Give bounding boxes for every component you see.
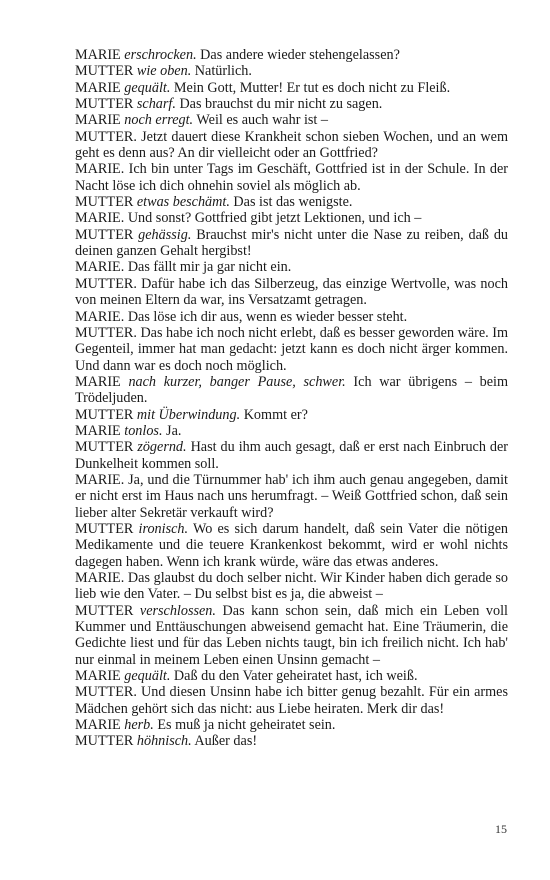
- line-text: Weil es auch wahr ist –: [196, 112, 329, 129]
- dialogue-line: [75, 194, 508, 210]
- line-text: Ich bin unter Tags im Geschäft, Gottfried ist in der Schule. In der Nacht löse ich dich ohnehin soviel als möglich ab.: [75, 161, 508, 194]
- dialogue-line: [75, 161, 508, 194]
- speaker-name: MUTTER: [75, 406, 134, 423]
- dialogue-line: [75, 325, 508, 374]
- speaker-name: MARIE: [75, 79, 121, 96]
- dialogue-line: [75, 423, 508, 439]
- speaker-name: MUTTER.: [75, 324, 137, 341]
- stage-direction: herb.: [124, 717, 154, 734]
- speaker-name: MUTTER: [75, 733, 134, 750]
- line-text: Kommt er?: [243, 406, 308, 423]
- speaker-name: MARIE: [75, 422, 121, 439]
- speaker-name: MARIE: [75, 373, 121, 390]
- stage-direction: gequält.: [124, 79, 171, 96]
- line-text: Es muß ja nicht geheiratet sein.: [157, 717, 336, 734]
- dialogue-line: [75, 472, 508, 521]
- dialogue-line: [75, 80, 508, 96]
- stage-direction: nach kurzer, banger Pause, schwer.: [128, 373, 346, 390]
- speaker-name: MARIE: [75, 717, 121, 734]
- stage-direction: noch erregt.: [124, 112, 194, 129]
- speaker-name: MARIE: [75, 47, 121, 63]
- line-text: Daß du den Vater geheiratet hast, ich weiß.: [173, 668, 418, 685]
- stage-direction: höhnisch.: [136, 733, 192, 750]
- speaker-name: MUTTER.: [75, 684, 137, 701]
- speaker-name: MARIE.: [75, 259, 125, 276]
- line-text: Mein Gott, Mutter! Er tut es doch nicht zu Fleiß.: [173, 79, 451, 96]
- play-dialogue: [75, 47, 508, 750]
- speaker-name: MARIE.: [75, 161, 125, 178]
- stage-direction: tonlos.: [124, 422, 163, 439]
- dialogue-line: [75, 129, 508, 162]
- dialogue-line: [75, 407, 508, 423]
- line-text: Hast du ihm auch gesagt, daß er erst nach Einbruch der Dunkelheit kommen soll.: [75, 439, 509, 472]
- dialogue-line: [75, 733, 508, 749]
- line-text: Ja.: [166, 422, 182, 439]
- line-text: Das kann schon sein, daß mich ein Leben voll Kummer und Enttäuschungen abweisend gemacht hat. Eine Träumerin, die Gedichte liest und für das Leben nichts taugt, bin ich freilich nicht. Ich hab' nur einmal in meinem Leben einen Unsinn gemacht –: [75, 602, 508, 668]
- line-text: Wo es sich darum handelt, daß sein Vater die nötigen Medikamente und die teuere Krankenkost bekommt, wird er wohl nichts dagegen haben. Wenn ich krank würde, wäre das etwas anderes.: [75, 520, 509, 570]
- speaker-name: MUTTER: [75, 520, 134, 537]
- stage-direction: mit Überwindung.: [136, 406, 241, 423]
- speaker-name: MUTTER: [75, 226, 134, 243]
- speaker-name: MUTTER: [75, 96, 134, 113]
- line-text: Das brauchst du mir nicht zu sagen.: [179, 96, 383, 113]
- page-number: 15: [495, 822, 507, 836]
- stage-direction: etwas beschämt.: [136, 194, 230, 211]
- dialogue-line: [75, 309, 508, 325]
- line-text: Das glaubst du doch selber nicht. Wir Kinder haben dich gerade so lieb wie den Vater. – Du selbst bist es ja, die abweist –: [75, 570, 509, 603]
- line-text: Und sonst? Gottfried gibt jetzt Lektionen, und ich –: [127, 210, 422, 227]
- stage-direction: gehässig.: [138, 226, 192, 243]
- speaker-name: MUTTER: [75, 194, 134, 211]
- line-text: Ja, und die Türnummer hab' ich ihm auch genau angegeben, damit er nicht erst im Haus nach uns herumfragt. – Weiß Gottfried schon, daß sein lieber alter Sekretär verkauft wird?: [75, 471, 508, 521]
- stage-direction: wie oben.: [136, 63, 192, 80]
- line-text: Natürlich.: [194, 63, 252, 80]
- dialogue-line: [75, 96, 508, 112]
- line-text: Das ist das wenigste.: [233, 194, 353, 211]
- dialogue-line: [75, 374, 508, 407]
- dialogue-line: [75, 570, 508, 603]
- dialogue-line: [75, 112, 508, 128]
- dialogue-line: [75, 259, 508, 275]
- line-text: Ich war übrigens – beim Trödeljuden.: [75, 373, 508, 407]
- dialogue-line: [75, 47, 508, 63]
- line-text: Jetzt dauert diese Krankheit schon sieben Wochen, und an wem geht es denn aus? An dir vielleicht oder an Gottfried?: [75, 128, 509, 162]
- speaker-name: MUTTER: [75, 602, 134, 619]
- speaker-name: MARIE.: [75, 570, 125, 586]
- speaker-name: MARIE: [75, 112, 121, 129]
- line-text: Außer das!: [194, 733, 258, 750]
- stage-direction: verschlossen.: [139, 602, 216, 619]
- speaker-name: MUTTER: [75, 63, 134, 80]
- stage-direction: zögernd.: [137, 439, 187, 456]
- dialogue-line: [75, 210, 508, 226]
- dialogue-line: [75, 439, 508, 472]
- line-text: Brauchst mir's nicht unter die Nase zu reiben, daß du deinen ganzen Gehalt hergibst!: [75, 226, 509, 260]
- speaker-name: MARIE.: [75, 210, 125, 227]
- speaker-name: MUTTER: [75, 439, 134, 456]
- line-text: Das andere wieder stehengelassen?: [200, 47, 400, 63]
- dialogue-line: [75, 684, 508, 717]
- dialogue-line: [75, 276, 508, 309]
- speaker-name: MUTTER.: [75, 128, 137, 145]
- stage-direction: ironisch.: [138, 520, 189, 537]
- line-text: Das habe ich noch nicht erlebt, daß es besser geworden wäre. Im Gegenteil, immer hat man gedacht: jetzt kann es doch nicht ärger kommen. Und dann war es doch noch möglich.: [75, 324, 509, 374]
- line-text: Und diesen Unsinn habe ich bitter genug bezahlt. Für ein armes Mädchen gehört sich das nicht: aus Liebe heiraten. Merk dir das!: [75, 684, 508, 717]
- stage-direction: gequält.: [124, 668, 171, 685]
- dialogue-line: [75, 227, 508, 260]
- dialogue-line: [75, 717, 508, 733]
- speaker-name: MUTTER.: [75, 275, 137, 292]
- stage-direction: erschrocken.: [124, 47, 197, 63]
- dialogue-line: [75, 603, 508, 668]
- dialogue-line: [75, 521, 508, 570]
- speaker-name: MARIE: [75, 668, 121, 685]
- line-text: Dafür habe ich das Silberzeug, das einzige Wertvolle, was noch von meinen Eltern da war, ins Versatzamt getragen.: [75, 275, 508, 309]
- dialogue-line: [75, 63, 508, 79]
- stage-direction: scharf.: [136, 96, 176, 113]
- line-text: Das löse ich dir aus, wenn es wieder besser steht.: [127, 308, 408, 325]
- speaker-name: MARIE.: [75, 471, 125, 488]
- dialogue-line: [75, 668, 508, 684]
- line-text: Das fällt mir ja gar nicht ein.: [127, 259, 292, 276]
- speaker-name: MARIE.: [75, 308, 125, 325]
